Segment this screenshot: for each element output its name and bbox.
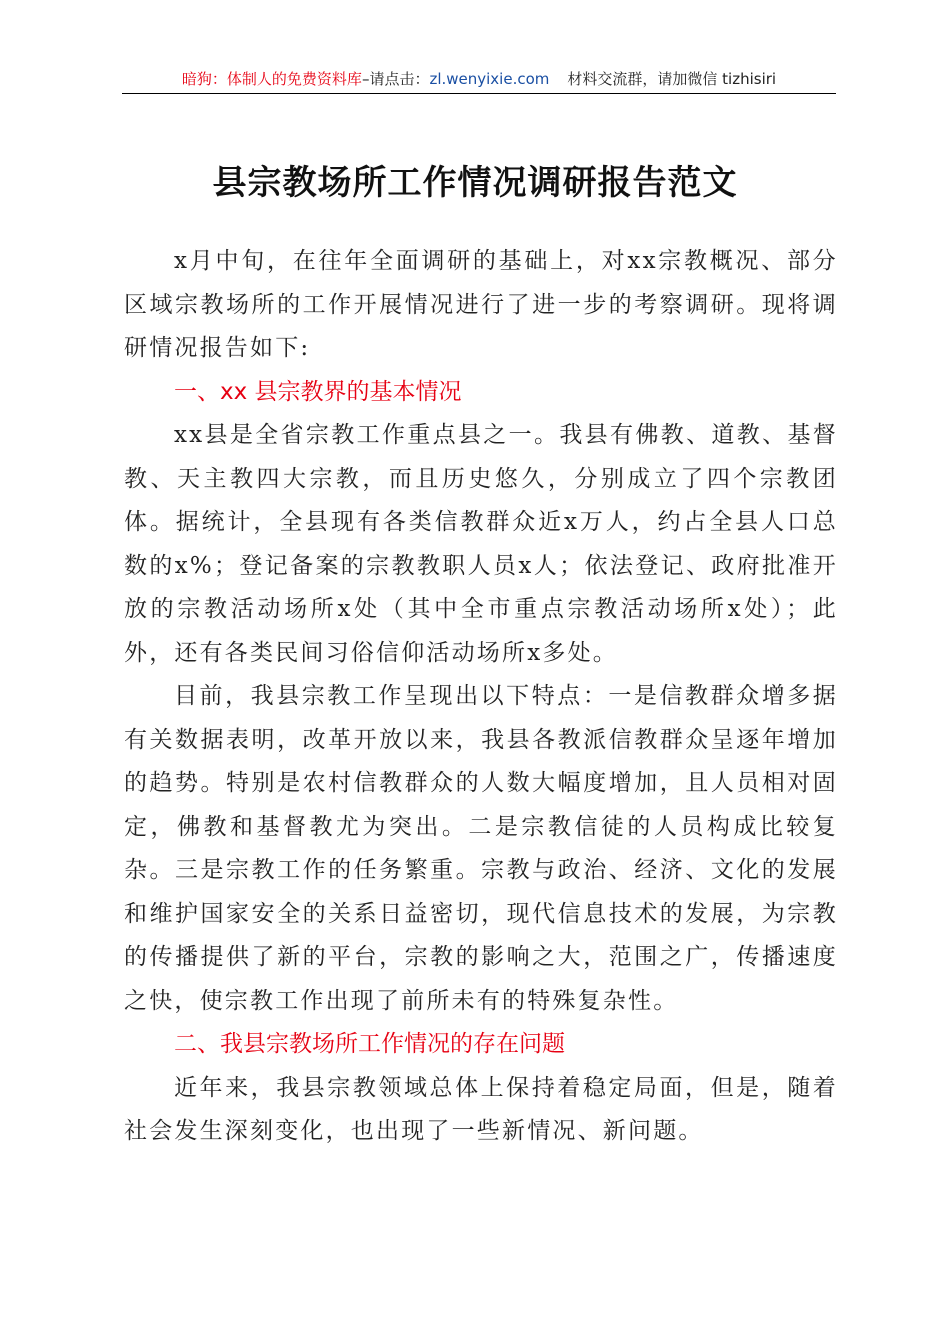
features-paragraph: 目前，我县宗教工作呈现出以下特点：一是信教群众增多据有关数据表明，改革开放以来，我县各教派信教群众呈逐年增加的趋势。特别是农村信教群众的人数大幅度增加，且人员相对固定，佛教和基督教尤为突出。二是宗教信徒的人员构成比较复杂。三是宗教工作的任务繁重。宗教与政治、经济、文化的发展和维护国家安全的关系日益密切，现代信息技术的发展，为宗教的传播提供了新的平台，宗教的影响之大，范围之广，传播速度之快，使宗教工作出现了前所未有的特殊复杂性。 (124, 683, 838, 1014)
page-header (122, 66, 836, 92)
site-url-link[interactable]: zl.wenyixie.com (429, 70, 550, 88)
group-note: 材料交流群，请加微信 tizhisiri (567, 70, 777, 88)
site-label: 暗狗：体制人的免费资料库 (181, 70, 362, 88)
section-heading-2: 二、我县宗教场所工作情况的存在问题 (174, 1031, 565, 1057)
document-body (124, 240, 838, 1154)
intro-paragraph: x月中旬，在往年全面调研的基础上，对xx宗教概况、部分区域宗教场所的工作开展情况进行了进一步的考察调研。现将调研情况报告如下: (124, 248, 838, 361)
problems-intro-paragraph: 近年来，我县宗教领域总体上保持着稳定局面，但是，随着社会发生深刻变化，也出现了一些新情况、新问题。 (124, 1074, 838, 1144)
header-divider (122, 93, 836, 94)
click-label: –请点击： (361, 70, 430, 88)
section-heading-1: 一、xx 县宗教界的基本情况 (174, 378, 462, 405)
basic-info-paragraph: xx县是全省宗教工作重点县之一。我县有佛教、道教、基督教、天主教四大宗教，而且历史悠久，分别成立了四个宗教团体。据统计，全县现有各类信教群众近x万人，约占全县人口总数的x%；登记备案的宗教教职人员x人；依法登记、政府批准开放的宗教活动场所x处（其中全市重点宗教活动场所x处）；此外，还有各类民间习俗信仰活动场所x多处。 (124, 422, 838, 666)
document-title: 县宗教场所工作情况调研报告范文 (212, 163, 738, 203)
